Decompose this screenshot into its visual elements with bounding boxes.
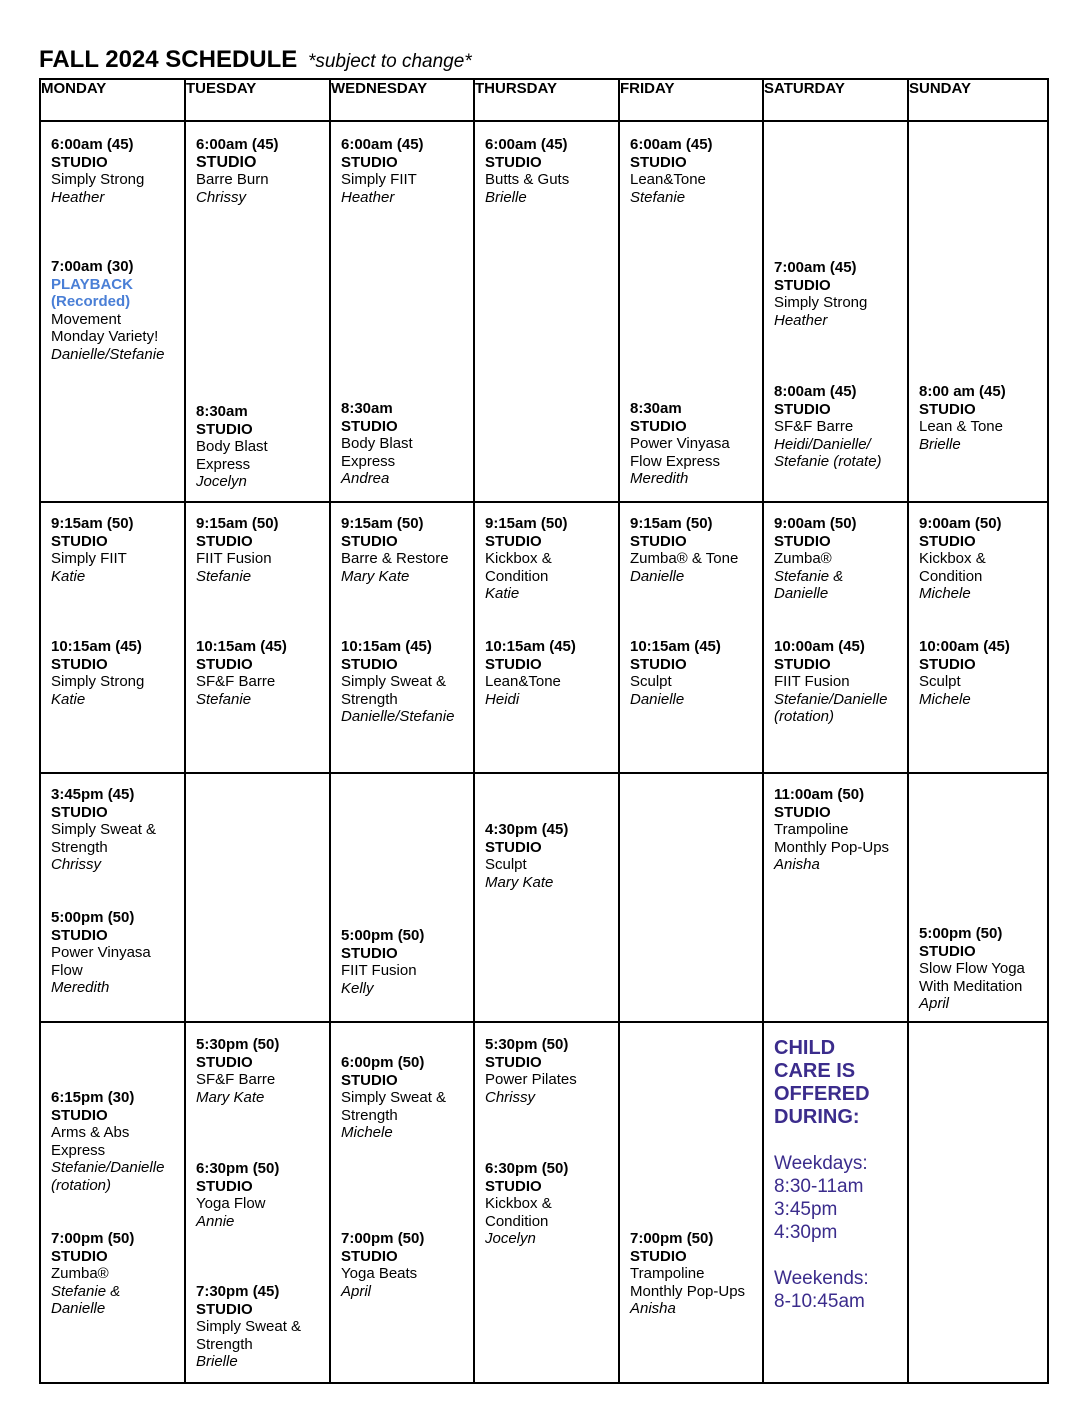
class-instructor: Katie — [51, 567, 86, 585]
class-instructor: Michele — [919, 585, 971, 603]
class-location: STUDIO — [341, 532, 398, 550]
childcare-weekday-time: 3:45pm — [774, 1199, 838, 1220]
class-instructor: Brielle — [485, 188, 527, 206]
class-name: FIIT Fusion — [341, 962, 417, 980]
class-instructor: Danielle/Stefanie — [341, 708, 455, 726]
schedule-cell-monday — [40, 121, 185, 502]
schedule-row-afternoon — [40, 773, 1048, 1022]
class-instructor: Andrea — [341, 470, 390, 488]
class-instructor: Jocelyn — [196, 473, 247, 491]
class-location: STUDIO — [485, 532, 542, 550]
class-name: FIIT Fusion — [774, 673, 850, 691]
class-time: 10:15am (45) — [196, 638, 287, 655]
class-time: 5:00pm (50) — [341, 927, 425, 944]
class-block — [341, 638, 469, 726]
class-name: Simply Sweat & — [196, 1318, 302, 1336]
class-time: 5:00pm (50) — [919, 925, 1003, 942]
schedule-cell-thursday — [474, 121, 619, 502]
class-name: Condition — [485, 567, 549, 585]
class-name: FIIT Fusion — [196, 550, 272, 568]
class-name: Zumba® — [774, 550, 832, 568]
childcare-heading: CHILD — [774, 1037, 836, 1059]
class-name: Condition — [485, 1212, 549, 1230]
class-block — [196, 638, 325, 708]
class-location: STUDIO — [774, 803, 831, 821]
schedule-cell-tuesday — [185, 773, 330, 1022]
class-instructor: Chrissy — [196, 188, 247, 206]
class-block — [196, 1036, 325, 1106]
class-block — [630, 638, 758, 708]
class-instructor: Kelly — [341, 979, 374, 997]
class-location: STUDIO — [341, 655, 398, 673]
class-location: STUDIO — [485, 153, 542, 171]
class-name: Strength — [341, 690, 398, 708]
class-block — [774, 383, 903, 471]
class-block — [485, 136, 614, 206]
class-name: Condition — [919, 567, 983, 585]
class-time: 9:15am (50) — [51, 515, 134, 532]
class-location: STUDIO — [51, 803, 108, 821]
class-instructor: (rotation) — [774, 708, 835, 726]
schedule-cell-monday — [40, 1022, 185, 1383]
class-name: Power Vinyasa — [51, 944, 151, 962]
childcare-weekday-time: 8:30-11am — [774, 1176, 864, 1197]
schedule-cell-saturday — [763, 1022, 908, 1383]
class-time: 10:00am (45) — [919, 638, 1010, 655]
class-time: 10:15am (45) — [341, 638, 432, 655]
class-name: Simply Sweat & — [51, 821, 157, 839]
class-location: STUDIO — [51, 655, 108, 673]
class-time: 5:30pm (50) — [196, 1036, 280, 1053]
class-name: Simply Strong — [774, 294, 868, 312]
class-instructor: Mary Kate — [341, 567, 410, 585]
class-location: STUDIO — [774, 655, 831, 673]
class-instructor: Stefanie/Danielle — [774, 690, 888, 708]
class-instructor: Stefanie — [196, 567, 252, 585]
class-instructor: Danielle — [774, 585, 829, 603]
class-location: STUDIO — [630, 417, 687, 435]
class-time: 4:30pm (45) — [485, 821, 569, 838]
class-block — [196, 1283, 325, 1371]
class-instructor: Annie — [196, 1212, 235, 1230]
day-header-tuesday: TUESDAY — [185, 79, 330, 121]
class-name: Express — [341, 452, 396, 470]
class-time: 11:00am (50) — [774, 786, 865, 803]
childcare-weekdays-label: Weekdays: — [774, 1153, 868, 1174]
spacer — [774, 1244, 870, 1267]
class-location: STUDIO — [51, 926, 108, 944]
schedule-cell-friday — [619, 121, 763, 502]
class-time: 10:15am (45) — [51, 638, 142, 655]
class-name: Monthly Pop-Ups — [630, 1282, 746, 1300]
class-block — [51, 136, 180, 206]
class-block — [341, 515, 469, 585]
class-location: STUDIO — [196, 1053, 253, 1071]
class-instructor: April — [919, 995, 950, 1013]
day-header-monday: MONDAY — [40, 79, 185, 121]
class-time: 5:30pm (50) — [485, 1036, 569, 1053]
class-name: Barre & Restore — [341, 550, 449, 568]
class-instructor: Stefanie (rotate) — [774, 453, 882, 471]
class-instructor: April — [341, 1282, 372, 1300]
class-block — [485, 821, 614, 891]
class-time: 9:15am (50) — [196, 515, 279, 532]
class-location: STUDIO — [485, 838, 542, 856]
class-name: Sculpt — [630, 673, 672, 691]
childcare-heading: OFFERED — [774, 1083, 870, 1105]
class-location: STUDIO — [51, 153, 108, 171]
class-block — [341, 136, 469, 206]
class-name: Body Blast — [341, 435, 413, 453]
class-time: 7:00pm (50) — [51, 1230, 135, 1247]
class-location: STUDIO — [196, 153, 257, 171]
class-block — [51, 638, 180, 708]
class-instructor: Danielle/Stefanie — [51, 345, 165, 363]
page-title — [39, 46, 472, 74]
class-block — [485, 638, 614, 708]
class-instructor: Michele — [341, 1124, 393, 1142]
class-name: Sculpt — [485, 856, 527, 874]
class-instructor: Chrissy — [51, 856, 102, 874]
class-block — [630, 1230, 758, 1318]
class-time: 6:30pm (50) — [196, 1160, 280, 1177]
class-instructor: Meredith — [51, 979, 110, 997]
class-instructor: Stefanie & — [774, 567, 844, 585]
class-name: Flow — [51, 961, 83, 979]
schedule-cell-wednesday — [330, 1022, 474, 1383]
class-name: Butts & Guts — [485, 171, 570, 189]
class-instructor: Danielle — [630, 690, 685, 708]
class-name: Express — [196, 455, 251, 473]
class-time: 7:00am (45) — [774, 259, 857, 276]
class-block — [341, 927, 469, 997]
class-instructor: Katie — [51, 690, 86, 708]
class-instructor: Brielle — [196, 1353, 238, 1371]
class-time: 8:30am — [341, 400, 393, 417]
class-name: Yoga Beats — [341, 1265, 418, 1283]
class-location: STUDIO — [196, 655, 253, 673]
class-block — [51, 1089, 180, 1195]
class-location: STUDIO — [51, 1247, 108, 1265]
class-name: Simply Sweat & — [341, 673, 447, 691]
class-instructor: Anisha — [630, 1300, 676, 1318]
class-location: STUDIO — [196, 420, 253, 438]
class-name: Lean&Tone — [485, 673, 561, 691]
schedule-cell-sunday — [908, 773, 1048, 1022]
class-time: 9:15am (50) — [341, 515, 424, 532]
class-name: With Meditation — [919, 977, 1023, 995]
class-block — [341, 1230, 469, 1300]
class-name: Flow Express — [630, 452, 721, 470]
class-time: 7:00pm (50) — [630, 1230, 714, 1247]
childcare-weekend-time: 8-10:45am — [774, 1291, 865, 1312]
schedule-cell-monday — [40, 502, 185, 773]
class-block — [51, 909, 180, 997]
class-location: STUDIO — [630, 153, 687, 171]
class-name: Express — [51, 1141, 106, 1159]
class-time: 9:15am (50) — [630, 515, 713, 532]
class-block — [630, 136, 758, 206]
class-name: Lean&Tone — [630, 171, 706, 189]
class-time: 9:15am (50) — [485, 515, 568, 532]
schedule-cell-saturday — [763, 121, 908, 502]
class-location: STUDIO — [51, 1106, 108, 1124]
class-instructor: Meredith — [630, 470, 689, 488]
class-location: STUDIO — [774, 276, 831, 294]
class-location: STUDIO — [774, 532, 831, 550]
playback-label: (Recorded) — [51, 293, 131, 311]
class-time: 8:00 am (45) — [919, 383, 1006, 400]
class-time: 5:00pm (50) — [51, 909, 135, 926]
class-name: Arms & Abs — [51, 1124, 130, 1142]
childcare-heading: CARE IS — [774, 1060, 856, 1082]
childcare-weekends-label: Weekends: — [774, 1268, 869, 1289]
class-location: STUDIO — [196, 532, 253, 550]
class-block — [485, 1160, 614, 1248]
class-block — [196, 403, 325, 491]
class-block — [774, 515, 903, 603]
class-instructor: Danielle — [51, 1300, 106, 1318]
class-location: STUDIO — [485, 655, 542, 673]
class-block — [774, 786, 903, 874]
class-location: STUDIO — [196, 1300, 253, 1318]
class-instructor: Michele — [919, 690, 971, 708]
class-block — [485, 1036, 614, 1106]
class-time: 9:00am (50) — [774, 515, 857, 532]
schedule-cell-wednesday — [330, 502, 474, 773]
schedule-table — [39, 78, 1049, 1384]
day-header-saturday: SATURDAY — [763, 79, 908, 121]
class-name: Simply Strong — [51, 673, 145, 691]
class-name: Power Vinyasa — [630, 435, 730, 453]
schedule-cell-friday — [619, 502, 763, 773]
class-name: Strength — [196, 1335, 253, 1353]
class-instructor: Katie — [485, 585, 520, 603]
class-location: STUDIO — [919, 942, 976, 960]
class-time: 8:30am — [196, 403, 248, 420]
class-name: SF&F Barre — [774, 418, 854, 436]
schedule-cell-thursday — [474, 773, 619, 1022]
schedule-cell-wednesday — [330, 773, 474, 1022]
class-instructor: Stefanie — [196, 690, 252, 708]
class-block — [51, 786, 180, 874]
schedule-cell-saturday — [763, 773, 908, 1022]
class-time: 8:30am — [630, 400, 682, 417]
class-block — [341, 1054, 469, 1142]
class-location: STUDIO — [341, 153, 398, 171]
class-name: Monday Variety! — [51, 328, 159, 346]
spacer — [774, 1129, 870, 1152]
day-header-friday: FRIDAY — [619, 79, 763, 121]
class-time: 6:00pm (50) — [341, 1054, 425, 1071]
class-location: STUDIO — [485, 1053, 542, 1071]
class-block — [196, 515, 325, 585]
class-location: STUDIO — [51, 532, 108, 550]
childcare-weekday-time: 4:30pm — [774, 1222, 838, 1243]
class-location: STUDIO — [919, 532, 976, 550]
class-instructor: Heather — [341, 188, 395, 206]
class-name: Lean & Tone — [919, 418, 1003, 436]
class-name: Trampoline — [774, 821, 849, 839]
schedule-cell-friday — [619, 1022, 763, 1383]
schedule-row-early-morning — [40, 121, 1048, 502]
schedule-title: FALL 2024 SCHEDULE — [39, 46, 298, 73]
class-name: Yoga Flow — [196, 1195, 266, 1213]
class-name: Trampoline — [630, 1265, 705, 1283]
schedule-cell-thursday — [474, 502, 619, 773]
class-instructor: Danielle — [630, 567, 685, 585]
class-time: 7:00am (30) — [51, 258, 134, 275]
class-block — [774, 638, 903, 726]
class-time: 6:30pm (50) — [485, 1160, 569, 1177]
class-name: Movement — [51, 310, 122, 328]
class-name: Kickbox & — [485, 1195, 552, 1213]
class-time: 6:00am (45) — [341, 136, 424, 153]
day-header-sunday: SUNDAY — [908, 79, 1048, 121]
class-location: STUDIO — [341, 1071, 398, 1089]
class-name: Simply Sweat & — [341, 1089, 447, 1107]
childcare-notice — [774, 1037, 870, 1313]
playback-label: PLAYBACK — [51, 275, 133, 293]
class-instructor: (rotation) — [51, 1176, 112, 1194]
class-name: Kickbox & — [485, 550, 552, 568]
class-instructor: Stefanie & — [51, 1282, 121, 1300]
class-name: Simply Strong — [51, 171, 145, 189]
class-block — [341, 400, 469, 488]
class-block — [630, 515, 758, 585]
class-name: Zumba® — [51, 1265, 109, 1283]
schedule-row-evening — [40, 1022, 1048, 1383]
schedule-cell-sunday — [908, 121, 1048, 502]
class-location: STUDIO — [630, 655, 687, 673]
class-time: 8:00am (45) — [774, 383, 857, 400]
schedule-row-mid-morning — [40, 502, 1048, 773]
schedule-cell-monday — [40, 773, 185, 1022]
class-location: STUDIO — [630, 1247, 687, 1265]
class-instructor: Brielle — [919, 435, 961, 453]
class-instructor: Mary Kate — [196, 1088, 265, 1106]
class-name: Barre Burn — [196, 171, 269, 189]
class-instructor: Heather — [51, 188, 105, 206]
day-header-thursday: THURSDAY — [474, 79, 619, 121]
schedule-cell-saturday — [763, 502, 908, 773]
day-header-row — [40, 79, 1048, 121]
class-instructor: Stefanie — [630, 188, 686, 206]
schedule-cell-tuesday — [185, 121, 330, 502]
class-instructor: Chrissy — [485, 1088, 536, 1106]
class-time: 10:15am (45) — [630, 638, 721, 655]
class-location: STUDIO — [341, 944, 398, 962]
class-time: 6:00am (45) — [485, 136, 568, 153]
class-time: 9:00am (50) — [919, 515, 1002, 532]
class-name: SF&F Barre — [196, 673, 276, 691]
class-location: STUDIO — [485, 1177, 542, 1195]
class-time: 6:15pm (30) — [51, 1089, 135, 1106]
class-block — [919, 925, 1043, 1013]
class-instructor: Jocelyn — [485, 1230, 536, 1248]
class-name: Simply FIIT — [51, 550, 127, 568]
class-location: STUDIO — [341, 1247, 398, 1265]
class-name: Zumba® & Tone — [630, 550, 739, 568]
class-block — [51, 1230, 180, 1318]
schedule-cell-thursday — [474, 1022, 619, 1383]
class-location: STUDIO — [341, 417, 398, 435]
class-block — [485, 515, 614, 603]
class-time: 7:30pm (45) — [196, 1283, 280, 1300]
schedule-cell-tuesday — [185, 502, 330, 773]
day-header-wednesday: WEDNESDAY — [330, 79, 474, 121]
class-name: Slow Flow Yoga — [919, 960, 1025, 978]
class-instructor: Heidi/Danielle/ — [774, 435, 871, 453]
class-block — [51, 258, 180, 364]
class-name: Simply FIIT — [341, 171, 417, 189]
class-block — [919, 383, 1043, 453]
class-instructor: Stefanie/Danielle — [51, 1159, 165, 1177]
class-time: 6:00am (45) — [196, 136, 279, 153]
class-name: Sculpt — [919, 673, 961, 691]
class-name: Monthly Pop-Ups — [774, 838, 890, 856]
class-name: Kickbox & — [919, 550, 986, 568]
class-time: 7:00pm (50) — [341, 1230, 425, 1247]
class-location: STUDIO — [919, 655, 976, 673]
class-name: Strength — [341, 1106, 398, 1124]
class-name: Strength — [51, 838, 108, 856]
schedule-cell-sunday — [908, 502, 1048, 773]
class-block — [51, 515, 180, 585]
class-time: 10:15am (45) — [485, 638, 576, 655]
class-time: 6:00am (45) — [630, 136, 713, 153]
class-time: 10:00am (45) — [774, 638, 865, 655]
class-location: STUDIO — [630, 532, 687, 550]
class-block — [630, 400, 758, 488]
class-name: SF&F Barre — [196, 1071, 276, 1089]
class-location: STUDIO — [774, 400, 831, 418]
class-name: Power Pilates — [485, 1071, 577, 1089]
class-location: STUDIO — [196, 1177, 253, 1195]
childcare-heading: DURING: — [774, 1106, 860, 1128]
schedule-subtitle: *subject to change* — [307, 51, 472, 72]
class-block — [774, 259, 903, 329]
class-name: Body Blast — [196, 438, 268, 456]
class-instructor: Mary Kate — [485, 873, 554, 891]
schedule-cell-sunday — [908, 1022, 1048, 1383]
class-block — [196, 136, 325, 206]
schedule-cell-friday — [619, 773, 763, 1022]
class-time: 3:45pm (45) — [51, 786, 135, 803]
class-instructor: Anisha — [774, 856, 820, 874]
schedule-cell-tuesday — [185, 1022, 330, 1383]
class-location: STUDIO — [919, 400, 976, 418]
class-instructor: Heather — [774, 311, 828, 329]
class-time: 6:00am (45) — [51, 136, 134, 153]
class-block — [196, 1160, 325, 1230]
class-instructor: Heidi — [485, 690, 520, 708]
class-block — [919, 515, 1043, 603]
class-block — [919, 638, 1043, 708]
schedule-cell-wednesday — [330, 121, 474, 502]
